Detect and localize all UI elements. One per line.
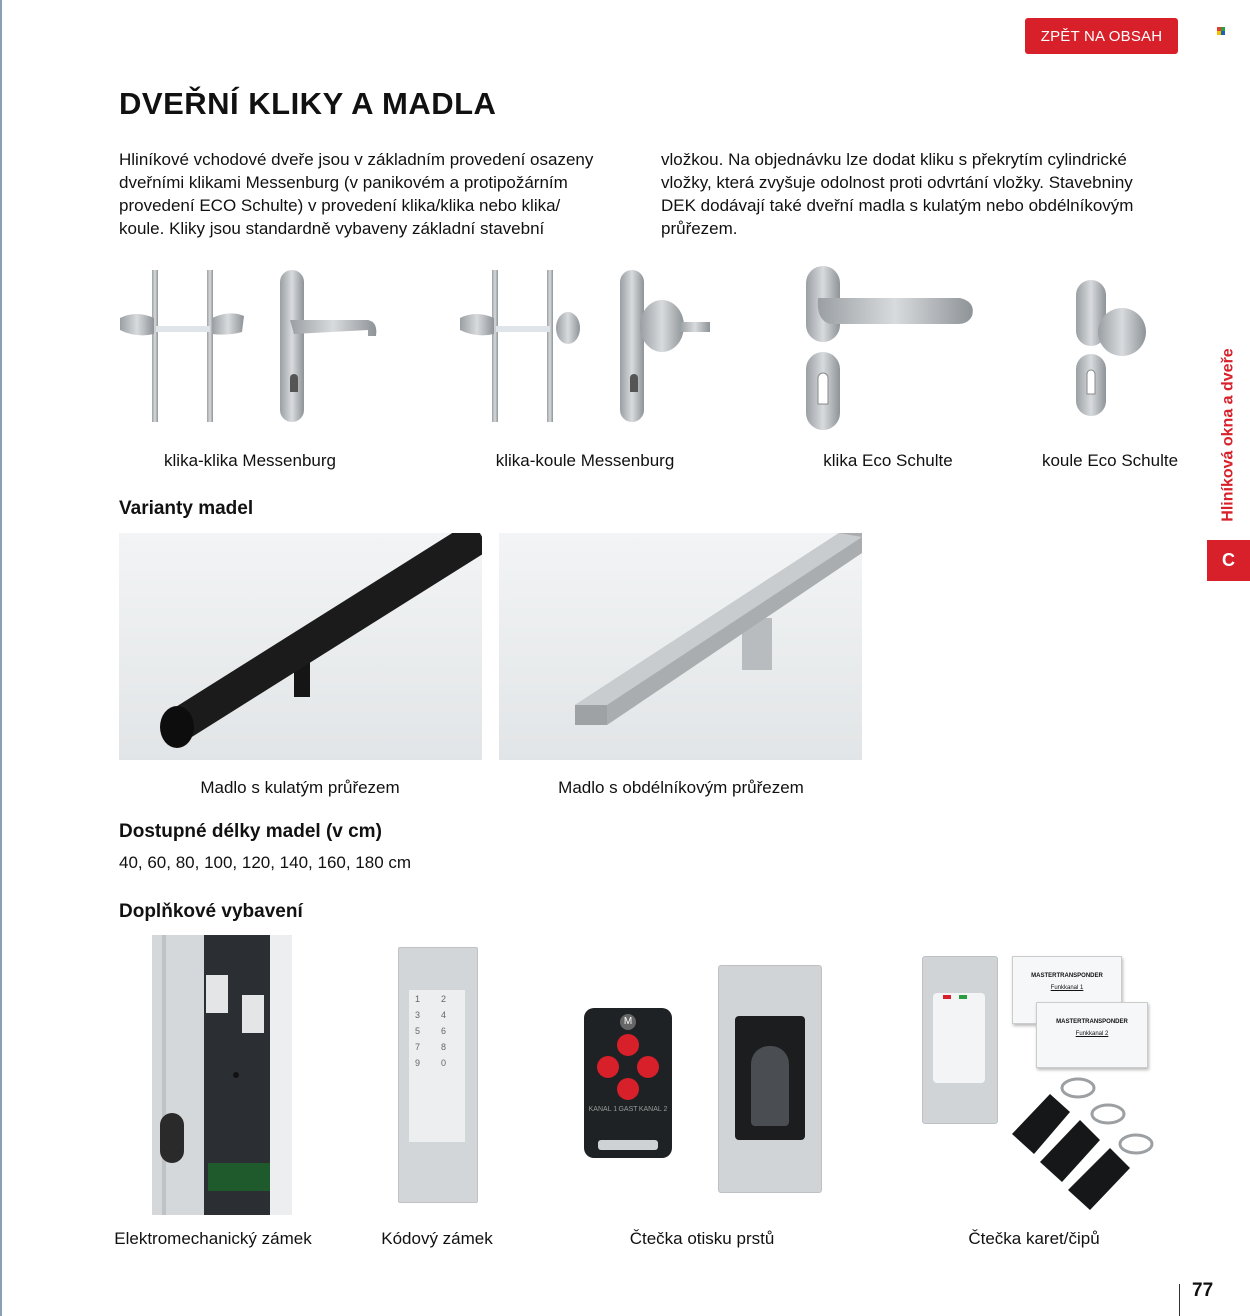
madla-heading: Varianty madel xyxy=(119,498,254,519)
keypad-key: 5 xyxy=(415,1026,421,1036)
lengths-values: 40, 60, 80, 100, 120, 140, 160, 180 cm xyxy=(119,853,412,872)
rectangular-handle-photo xyxy=(499,533,862,760)
handle-image-klika-klika xyxy=(118,264,378,429)
section-sidebar-label xyxy=(1212,340,1246,530)
remote-button xyxy=(597,1056,619,1078)
remote-label: KANAL 2 xyxy=(638,1106,668,1113)
remote-button xyxy=(617,1034,639,1056)
keypad-key: 3 xyxy=(415,1010,421,1020)
keypad-key: 4 xyxy=(441,1010,447,1020)
caption-klika-klika: klika-klika Messenburg xyxy=(164,451,336,470)
intro-line: dveřními klikami Messenburg (v panikovém a protipožárním xyxy=(119,173,568,192)
caption-code-lock: Kódový zámek xyxy=(381,1229,493,1248)
keypad-key: 2 xyxy=(441,994,447,1004)
remote-button xyxy=(637,1056,659,1078)
caption-fingerprint-reader: Čtečka otisku prstů xyxy=(629,1229,775,1248)
keypad-panel xyxy=(409,990,465,1142)
intro-column-2 xyxy=(661,148,1161,240)
intro-line: provedení ECO Schulte) v provedení klika/klika nebo klika/ xyxy=(119,196,561,215)
caption-rect-handle: Madlo s obdélníkovým průřezem xyxy=(558,778,804,797)
remote-label: GAST xyxy=(618,1106,638,1113)
keypad-key: 7 xyxy=(415,1042,421,1052)
lengths-heading: Dostupné délky madel (v cm) xyxy=(119,821,382,842)
section-tab[interactable]: C xyxy=(1207,540,1250,581)
page-title: DVEŘNÍ KLIKY A MADLA xyxy=(119,86,497,121)
fingerprint-reader-image xyxy=(718,965,822,1193)
handle-image-klika-eco xyxy=(800,262,980,434)
remote-control-image xyxy=(584,1008,672,1158)
round-handle-photo xyxy=(119,533,482,760)
page-number: 77 xyxy=(1192,1280,1214,1301)
intro-line: Hliníkové vchodové dveře jsou v základním provedení osazeny xyxy=(119,150,594,169)
card-sub: Funkkanal 2 xyxy=(1075,1031,1109,1037)
keypad-key: 9 xyxy=(415,1058,421,1068)
card-sub: Funkkanal 1 xyxy=(1050,985,1084,991)
intro-line: průřezem. xyxy=(661,219,738,238)
code-lock-image xyxy=(398,947,478,1203)
keypad-key: 6 xyxy=(441,1026,447,1036)
fingerprint-icon xyxy=(735,1016,805,1140)
keypad-key: 8 xyxy=(441,1042,447,1052)
intro-line: DEK dodávají také dveřní madla s kulatým nebo obdélníkovým xyxy=(661,196,1134,215)
sidebar-label-text: Hliníková okna a dveře xyxy=(1220,348,1237,522)
card-title: MASTERTRANSPONDER xyxy=(1031,973,1103,979)
card-reader-image xyxy=(922,956,998,1124)
intro-line: vložky, která zvyšuje odolnost proti odvrtání vložky. Stavebniny xyxy=(661,173,1133,192)
remote-button xyxy=(617,1078,639,1100)
remote-labels xyxy=(588,1106,668,1113)
handle-image-koule-eco xyxy=(1070,276,1160,421)
caption-klika-koule: klika-koule Messenburg xyxy=(495,451,675,470)
electromechanical-lock-image xyxy=(152,935,292,1215)
back-to-contents-button[interactable]: ZPĚT NA OBSAH xyxy=(1025,18,1178,54)
intro-line: koule. Kliky jsou standardně vybaveny základní stavební xyxy=(119,219,545,238)
remote-logo-icon: M xyxy=(620,1014,636,1030)
handle-image-klika-koule xyxy=(458,264,718,429)
card-title: MASTERTRANSPONDER xyxy=(1056,1019,1128,1025)
keypad-key: 0 xyxy=(441,1058,447,1068)
caption-card-reader: Čtečka karet/čipů xyxy=(968,1229,1100,1248)
caption-koule-eco: koule Eco Schulte xyxy=(1041,451,1179,470)
transponder-card-2 xyxy=(1036,1002,1148,1068)
key-fobs-image xyxy=(1006,1074,1156,1214)
extras-heading: Doplňkové vybavení xyxy=(119,901,303,922)
keypad-key: 1 xyxy=(415,994,421,1004)
remote-label: KANAL 1 xyxy=(588,1106,618,1113)
caption-klika-eco: klika Eco Schulte xyxy=(823,451,953,470)
caption-electromechanical-lock: Elektromechanický zámek xyxy=(114,1229,312,1248)
page-number-divider xyxy=(1179,1284,1180,1316)
logo-icon xyxy=(1217,27,1225,35)
caption-round-handle: Madlo s kulatým průřezem xyxy=(200,778,400,797)
intro-column-1 xyxy=(119,148,619,240)
page-edge-line xyxy=(0,0,2,1316)
intro-line: vložkou. Na objednávku lze dodat kliku s překrytím cylindrické xyxy=(661,150,1127,169)
